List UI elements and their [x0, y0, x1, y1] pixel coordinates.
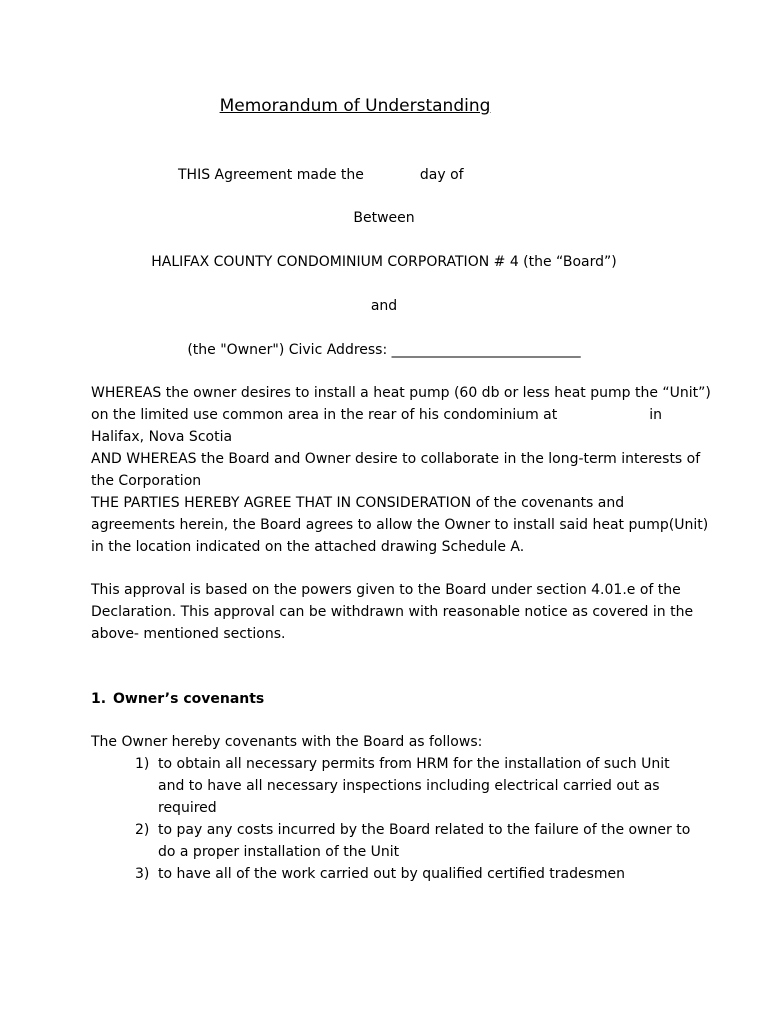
agree-line-2: agreements herein, the Board agrees to allow the Owner to install said heat pump(Unit) [91, 517, 709, 533]
covenants-intro: The Owner hereby covenants with the Board as follows: [91, 734, 483, 750]
approval-line-3: above- mentioned sections. [91, 626, 286, 642]
list-item-marker: 3) [135, 866, 150, 882]
whereas-2-line-2: the Corporation [91, 473, 202, 489]
list-item [91, 753, 691, 819]
agreement-line-prefix: THIS Agreement made the [178, 167, 364, 183]
whereas-1-line-2-start: on the limited use common area in the rear of his condominium at [91, 407, 558, 423]
list-item-line: and to have all necessary inspections including electrical carried out as [158, 778, 660, 794]
agreement-line-suffix: day of [419, 167, 464, 183]
list-item-line: required [158, 800, 217, 816]
party-board: HALIFAX COUNTY CONDOMINIUM CORPORATION # 4 (the “Board”) [151, 254, 617, 270]
section-1-title: Owner’s covenants [113, 691, 265, 707]
section-1-number: 1. [91, 691, 107, 707]
list-item-marker: 2) [135, 822, 150, 838]
section-1-heading [91, 688, 264, 710]
approval-paragraph [91, 579, 694, 645]
list-item-line: do a proper installation of the Unit [158, 844, 400, 860]
approval-line-2: Declaration. This approval can be withdrawn with reasonable notice as covered in the [91, 604, 694, 620]
document-title: Memorandum of Understanding [219, 96, 491, 116]
list-item [91, 819, 691, 863]
list-item [91, 863, 691, 885]
list-item-marker: 1) [135, 756, 150, 772]
list-item-line: to obtain all necessary permits from HRM for the installation of such Unit [158, 756, 670, 772]
whereas-1-line-2-end: in [649, 407, 662, 423]
between-label: Between [353, 210, 415, 226]
whereas-1-line-3: Halifax, Nova Scotia [91, 429, 233, 445]
whereas-2-line-1: AND WHEREAS the Board and Owner desire to collaborate in the long-term interests of [91, 451, 701, 467]
and-label: and [370, 298, 398, 314]
approval-line-1: This approval is based on the powers given to the Board under section 4.01.e of the [91, 582, 681, 598]
owner-covenants-list [91, 731, 691, 885]
whereas-paragraph-2 [91, 448, 701, 492]
owner-civic-address-line: (the "Owner") Civic Address: ___________________________ [187, 342, 581, 358]
agreement-paragraph [91, 492, 709, 558]
agree-line-3: in the location indicated on the attached drawing Schedule A. [91, 539, 525, 555]
agree-line-1: THE PARTIES HEREBY AGREE THAT IN CONSIDERATION of the covenants and [91, 495, 625, 511]
list-item-line: to have all of the work carried out by qualified certified tradesmen [158, 866, 626, 882]
whereas-1-line-1: WHEREAS the owner desires to install a heat pump (60 db or less heat pump the “Unit”) [91, 385, 711, 401]
whereas-1-line-2 [91, 404, 691, 426]
whereas-paragraph-1 [91, 382, 711, 448]
agreement-line [178, 164, 464, 186]
list-item-line: to pay any costs incurred by the Board related to the failure of the owner to [158, 822, 691, 838]
